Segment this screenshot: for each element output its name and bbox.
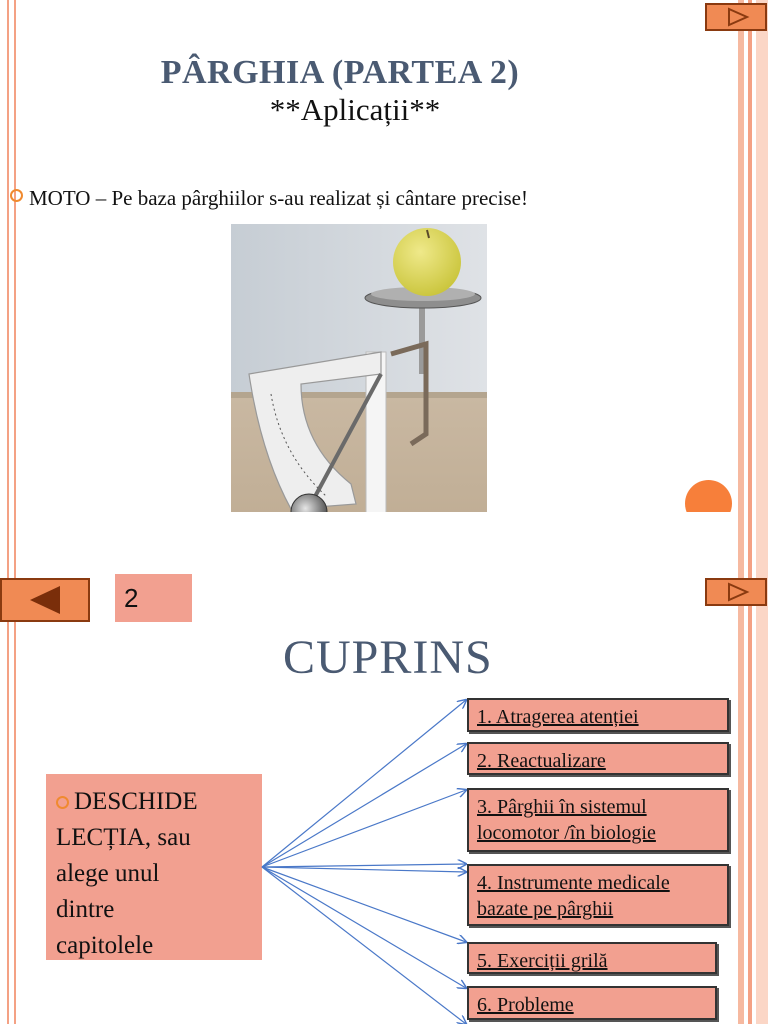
scale-photo: [231, 224, 487, 512]
topic-item-review[interactable]: 2. Reactualizare: [467, 742, 729, 775]
intro-line: LECȚIA, sau: [56, 824, 191, 851]
right-border-stripe: [756, 0, 768, 512]
circle-bullet-icon: [10, 189, 23, 202]
scale-with-apple-image: [231, 224, 487, 512]
page-number-badge: 2: [115, 574, 192, 622]
right-border-stripe: [738, 0, 744, 512]
topic-item-problems[interactable]: 6. Probleme: [467, 986, 717, 1020]
right-border-stripe: [748, 0, 752, 512]
intro-line: DESCHIDE: [74, 788, 198, 815]
next-slide-button[interactable]: [705, 3, 767, 31]
slide-subtitle: **Aplicații**: [269, 92, 441, 127]
topic-item-biology[interactable]: 3. Pârghii în sistemul locomotor /în biologie: [467, 788, 729, 852]
decorative-circle: [685, 480, 732, 512]
intro-line: capitolele: [56, 932, 154, 959]
slide-2: [0, 512, 768, 1024]
topic-item-exercises[interactable]: 5. Exerciții grilă: [467, 942, 717, 974]
intro-line: alege unul: [56, 860, 160, 887]
topic-item-medical[interactable]: 4. Instrumente medicale bazate pe pârghii: [467, 864, 729, 926]
slide-title: PÂRGHIA (PARTEA 2): [160, 54, 520, 91]
moto-text: [10, 186, 528, 211]
contents-heading: CUPRINS: [283, 631, 493, 684]
topic-item-attention[interactable]: 1. Atragerea atenției: [467, 698, 729, 732]
intro-line: dintre: [56, 896, 115, 923]
moto-label: MOTO – Pe baza pârghiilor s-au realizat și cântare precise!: [29, 186, 528, 210]
play-triangle-right-icon: [707, 5, 765, 29]
